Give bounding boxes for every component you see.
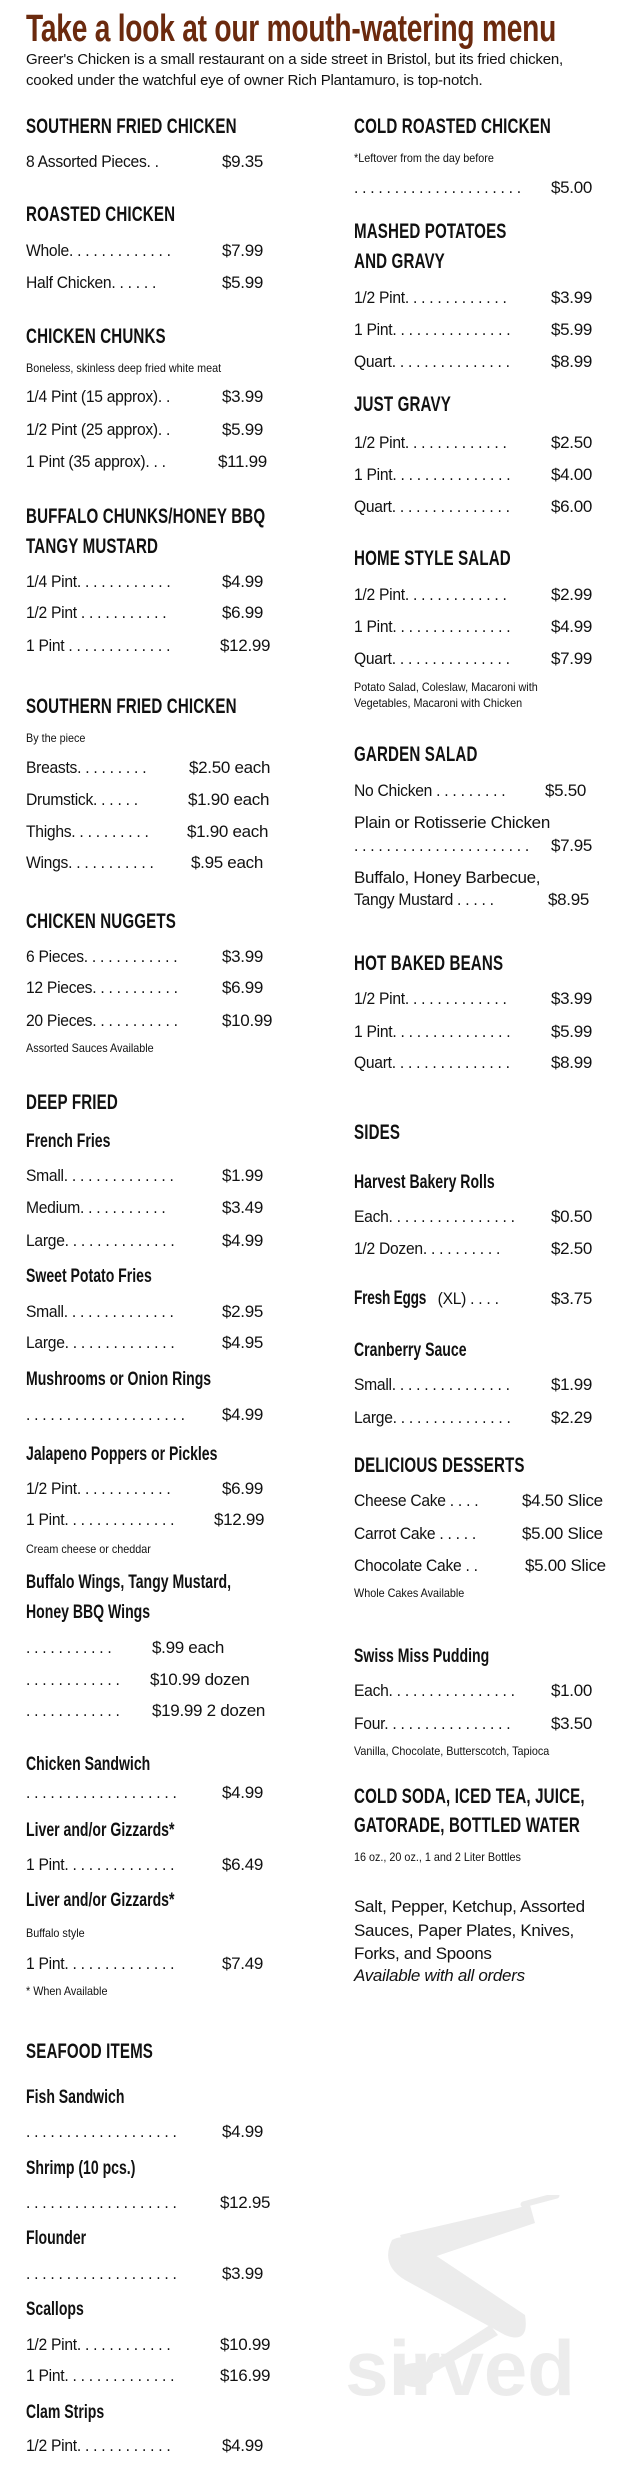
menu-item-label: . . . . . . . . . . . bbox=[26, 1638, 112, 1657]
menu-item-label: Small. . . . . . . . . . . . . . bbox=[26, 1302, 174, 1321]
item-heading: Liver and/or Gizzards* bbox=[26, 1890, 175, 1911]
menu-item-label: 1/2 Pint. . . . . . . . . . . . . bbox=[354, 433, 507, 452]
section-heading: MASHED POTATOES bbox=[354, 220, 507, 243]
menu-note: By the piece bbox=[26, 731, 86, 745]
menu-item-label: 1 Pint. . . . . . . . . . . . . . bbox=[26, 1510, 175, 1529]
menu-item-price: $5.00 bbox=[551, 178, 593, 197]
menu-item-label: 1/2 Pint. . . . . . . . . . . . . bbox=[354, 585, 507, 604]
section-heading: GARDEN SALAD bbox=[354, 743, 478, 766]
menu-note: 16 oz., 20 oz., 1 and 2 Liter Bottles bbox=[354, 1850, 521, 1864]
item-heading: Chicken Sandwich bbox=[26, 1754, 151, 1775]
watermark-text: sirved bbox=[345, 2324, 575, 2405]
menu-item-price: $6.49 bbox=[222, 1855, 264, 1874]
menu-item-label: . . . . . . . . . . . . . . . . . . . bbox=[26, 2193, 177, 2212]
menu-item-price: $4.99 bbox=[222, 2436, 264, 2455]
menu-item-price: $5.99 bbox=[551, 1022, 593, 1041]
menu-item-label: 1/2 Pint. . . . . . . . . . . . bbox=[26, 1479, 171, 1498]
section-heading: TANGY MUSTARD bbox=[26, 535, 159, 558]
menu-text: Buffalo, Honey Barbecue, bbox=[354, 868, 541, 887]
menu-item-price: $3.99 bbox=[222, 947, 264, 966]
menu-item-price: $5.50 bbox=[545, 781, 587, 800]
menu-item-label: 1/2 Pint . . . . . . . . . . . bbox=[26, 603, 167, 622]
menu-item-price: $4.99 bbox=[222, 1783, 264, 1802]
menu-item-price: $10.99 dozen bbox=[150, 1670, 250, 1689]
menu-item-label: Wings. . . . . . . . . . . bbox=[26, 853, 154, 872]
menu-item-price: $0.50 bbox=[551, 1207, 593, 1226]
menu-item-name: Fresh Eggs bbox=[354, 1288, 427, 1309]
menu-item-price: $5.99 bbox=[551, 320, 593, 339]
menu-item-detail: (XL) . . . . bbox=[433, 1289, 499, 1308]
menu-item-label: Quart. . . . . . . . . . . . . . . bbox=[354, 352, 510, 371]
menu-item-label: 1 Pint . . . . . . . . . . . . . bbox=[26, 636, 171, 655]
menu-item-label: Whole. . . . . . . . . . . . . bbox=[26, 241, 171, 260]
section-heading: BUFFALO CHUNKS/HONEY BBQ bbox=[26, 505, 266, 528]
menu-item-price: $5.00 Slice bbox=[522, 1524, 603, 1543]
menu-item-price: $6.00 bbox=[551, 497, 593, 516]
menu-item-price: $7.99 bbox=[222, 241, 264, 260]
menu-item-price: $4.99 bbox=[551, 617, 593, 636]
menu-item-label: Carrot Cake . . . . . bbox=[354, 1524, 476, 1543]
menu-item-price: $1.99 bbox=[222, 1166, 264, 1185]
menu-item-price: $4.99 bbox=[222, 572, 264, 591]
menu-item-label: Thighs. . . . . . . . . . bbox=[26, 822, 149, 841]
menu-item-price: $12.95 bbox=[220, 2193, 271, 2212]
item-heading: Flounder bbox=[26, 2228, 87, 2249]
section-heading: SEAFOOD ITEMS bbox=[26, 2040, 154, 2063]
menu-item-label: Medium. . . . . . . . . . . bbox=[26, 1198, 166, 1217]
menu-item-price: $2.50 bbox=[551, 1239, 593, 1258]
menu-item-price: $10.99 bbox=[222, 1011, 273, 1030]
menu-note: Cream cheese or cheddar bbox=[26, 1542, 151, 1556]
menu-item-label: Chocolate Cake . . bbox=[354, 1556, 478, 1575]
menu-item-price: $11.99 bbox=[218, 452, 267, 471]
menu-item-price: $16.99 bbox=[220, 2366, 271, 2385]
menu-note: Vegetables, Macaroni with Chicken bbox=[354, 696, 523, 710]
menu-item-price: $2.95 bbox=[222, 1302, 264, 1321]
menu-item-label: Half Chicken. . . . . . bbox=[26, 273, 157, 292]
menu-item-price: $9.35 bbox=[222, 152, 264, 171]
item-heading: Clam Strips bbox=[26, 2402, 105, 2423]
item-heading: Fish Sandwich bbox=[26, 2087, 125, 2108]
item-heading: Harvest Bakery Rolls bbox=[354, 1172, 495, 1193]
page-title: Take a look at our mouth-watering menu bbox=[26, 8, 557, 50]
menu-item-price: $5.00 Slice bbox=[525, 1556, 606, 1575]
menu-item-label: Drumstick. . . . . . bbox=[26, 790, 138, 809]
menu-item-label: 1/2 Pint. . . . . . . . . . . . bbox=[26, 2335, 171, 2354]
item-heading: Mushrooms or Onion Rings bbox=[26, 1369, 212, 1390]
menu-item-label: 1/2 Pint. . . . . . . . . . . . . bbox=[354, 989, 507, 1008]
menu-item-label: 1/4 Pint. . . . . . . . . . . . bbox=[26, 572, 171, 591]
section-heading: COLD ROASTED CHICKEN bbox=[354, 115, 551, 138]
menu-item-price: $4.95 bbox=[222, 1333, 264, 1352]
menu-item-label: 1 Pint. . . . . . . . . . . . . . bbox=[26, 1954, 175, 1973]
menu-item-price: $2.29 bbox=[551, 1408, 593, 1427]
menu-note: * When Available bbox=[26, 1984, 108, 1998]
menu-item-label: 1/2 Pint. . . . . . . . . . . . bbox=[26, 2436, 171, 2455]
menu-item-label: Breasts. . . . . . . . . bbox=[26, 758, 147, 777]
menu-item-price: $2.50 bbox=[551, 433, 593, 452]
menu-note: Whole Cakes Available bbox=[354, 1586, 465, 1600]
menu-item-label: Quart. . . . . . . . . . . . . . . bbox=[354, 1053, 510, 1072]
section-heading: HOME STYLE SALAD bbox=[354, 547, 511, 570]
menu-item-label: 1 Pint. . . . . . . . . . . . . . bbox=[26, 2366, 175, 2385]
menu-item-label: 6 Pieces. . . . . . . . . . . . bbox=[26, 947, 178, 966]
menu-item-label: 12 Pieces. . . . . . . . . . . bbox=[26, 978, 178, 997]
section-heading: COLD SODA, ICED TEA, JUICE, bbox=[354, 1785, 585, 1808]
menu-item-price: $4.99 bbox=[222, 2122, 264, 2141]
menu-item-price: $10.99 bbox=[220, 2335, 271, 2354]
section-heading: AND GRAVY bbox=[354, 250, 445, 273]
menu-text: Forks, and Spoons bbox=[354, 1944, 492, 1963]
menu-note: Buffalo style bbox=[26, 1926, 85, 1940]
menu-item-label: Small. . . . . . . . . . . . . . bbox=[26, 1166, 174, 1185]
menu-item-price: $6.99 bbox=[222, 978, 264, 997]
menu-item-price: $2.50 each bbox=[189, 758, 271, 777]
menu-text: Plain or Rotisserie Chicken bbox=[354, 813, 550, 832]
menu-item-label: 8 Assorted Pieces. . bbox=[26, 152, 159, 171]
menu-item-label: . . . . . . . . . . . . . . . . . . . . . . bbox=[354, 836, 529, 855]
menu-item-price: $8.99 bbox=[551, 352, 593, 371]
menu-item-label: Each. . . . . . . . . . . . . . . . bbox=[354, 1681, 515, 1700]
section-heading: GATORADE, BOTTLED WATER bbox=[354, 1814, 580, 1837]
menu-item-label: Large. . . . . . . . . . . . . . bbox=[26, 1333, 175, 1352]
section-heading: SOUTHERN FRIED CHICKEN bbox=[26, 115, 237, 138]
menu-note: Boneless, skinless deep fried white meat bbox=[26, 361, 222, 375]
menu-item-label: 1 Pint. . . . . . . . . . . . . . . bbox=[354, 320, 511, 339]
menu-item-price: $4.99 bbox=[222, 1405, 264, 1424]
menu-item-price: $19.99 2 dozen bbox=[152, 1701, 266, 1720]
menu-item-price: $3.99 bbox=[551, 288, 593, 307]
item-heading: Sweet Potato Fries bbox=[26, 1266, 152, 1287]
menu-item-label: Tangy Mustard . . . . . bbox=[354, 890, 494, 909]
menu-item-price: $.99 each bbox=[152, 1638, 224, 1657]
menu-item-price: $12.99 bbox=[220, 636, 271, 655]
item-heading: Scallops bbox=[26, 2299, 84, 2320]
section-heading: SOUTHERN FRIED CHICKEN bbox=[26, 695, 237, 718]
menu-item-label: No Chicken . . . . . . . . . bbox=[354, 781, 506, 800]
item-heading: Jalapeno Poppers or Pickles bbox=[26, 1444, 218, 1465]
menu-item-label: 1/2 Dozen. . . . . . . . . . bbox=[354, 1239, 501, 1258]
item-heading: Honey BBQ Wings bbox=[26, 1602, 151, 1623]
menu-item-price: $2.99 bbox=[551, 585, 593, 604]
menu-item-label: Small. . . . . . . . . . . . . . . bbox=[354, 1375, 510, 1394]
menu-item-price: $3.50 bbox=[551, 1714, 593, 1733]
menu-note: Vanilla, Chocolate, Butterscotch, Tapioca bbox=[354, 1744, 550, 1758]
menu-item-label: Quart. . . . . . . . . . . . . . . bbox=[354, 649, 510, 668]
menu-item-label: 20 Pieces. . . . . . . . . . . bbox=[26, 1011, 178, 1030]
item-heading: Shrimp (10 pcs.) bbox=[26, 2158, 136, 2179]
menu-item-price: $1.99 bbox=[551, 1375, 593, 1394]
menu-item-label: Quart. . . . . . . . . . . . . . . bbox=[354, 497, 510, 516]
section-heading: SIDES bbox=[354, 1121, 401, 1144]
menu-item-price: $4.00 bbox=[551, 465, 593, 484]
menu-text: Salt, Pepper, Ketchup, Assorted bbox=[354, 1897, 585, 1916]
menu-item-price: $8.99 bbox=[551, 1053, 593, 1072]
menu-item-label: . . . . . . . . . . . . . . . . . . . . . bbox=[354, 178, 521, 197]
menu-item-label: Cheese Cake . . . . bbox=[354, 1491, 479, 1510]
menu-item-price: $3.49 bbox=[222, 1198, 264, 1217]
menu-item-label: . . . . . . . . . . . . . . . . . . . bbox=[26, 2264, 177, 2283]
menu-item-label: 1/2 Pint. . . . . . . . . . . . . bbox=[354, 288, 507, 307]
menu-item-label: 1 Pint. . . . . . . . . . . . . . . bbox=[354, 617, 511, 636]
menu-item-label: Each. . . . . . . . . . . . . . . . bbox=[354, 1207, 515, 1226]
menu-item-price: $3.99 bbox=[222, 387, 264, 406]
menu-item-label: 1 Pint. . . . . . . . . . . . . . bbox=[26, 1855, 175, 1874]
menu-text: Sauces, Paper Plates, Knives, bbox=[354, 1921, 574, 1940]
menu-item-label: Four. . . . . . . . . . . . . . . . bbox=[354, 1714, 511, 1733]
menu-note: *Leftover from the day before bbox=[354, 151, 494, 165]
menu-item-label: . . . . . . . . . . . . bbox=[26, 1670, 120, 1689]
item-heading: French Fries bbox=[26, 1131, 111, 1152]
menu-item-price: $7.99 bbox=[551, 649, 593, 668]
menu-item-price: $1.90 each bbox=[188, 790, 270, 809]
menu-item-label: . . . . . . . . . . . . . . . . . . . bbox=[26, 1783, 177, 1802]
menu-item-price: $3.99 bbox=[551, 989, 593, 1008]
menu-note: Assorted Sauces Available bbox=[26, 1041, 154, 1055]
menu-note: Potato Salad, Coleslaw, Macaroni with bbox=[354, 680, 538, 694]
menu-item-price: $7.49 bbox=[222, 1954, 264, 1973]
menu-item-price: $4.50 Slice bbox=[522, 1491, 603, 1510]
menu-item-label bbox=[354, 1287, 499, 1311]
menu-item-label: . . . . . . . . . . . . . . . . . . . . bbox=[26, 1405, 185, 1424]
section-heading: DEEP FRIED bbox=[26, 1091, 118, 1114]
menu-item-label: Large. . . . . . . . . . . . . . . bbox=[354, 1408, 511, 1427]
sirved-watermark bbox=[330, 2195, 590, 2405]
intro-text-line-1: Greer's Chicken is a small restaurant on a side street in Bristol, but its fried chicken, bbox=[26, 51, 563, 68]
menu-item-price: $1.00 bbox=[551, 1681, 593, 1700]
menu-item-price: $6.99 bbox=[222, 1479, 264, 1498]
menu-item-label: . . . . . . . . . . . . bbox=[26, 1701, 120, 1720]
menu-item-label: 1 Pint (35 approx). . . bbox=[26, 452, 166, 471]
menu-item-price: $3.75 bbox=[551, 1289, 593, 1308]
item-heading: Cranberry Sauce bbox=[354, 1340, 467, 1361]
menu-item-label: 1/4 Pint (15 approx). . bbox=[26, 387, 171, 406]
menu-item-price: $7.95 bbox=[551, 836, 593, 855]
menu-item-price: $4.99 bbox=[222, 1231, 264, 1250]
section-heading: ROASTED CHICKEN bbox=[26, 203, 176, 226]
menu-item-price: $1.90 each bbox=[187, 822, 269, 841]
menu-item-price: $5.99 bbox=[222, 273, 264, 292]
item-heading: Buffalo Wings, Tangy Mustard, bbox=[26, 1572, 232, 1593]
menu-text-italic: Available with all orders bbox=[354, 1966, 525, 1985]
section-heading: CHICKEN NUGGETS bbox=[26, 910, 177, 933]
menu-item-label: 1 Pint. . . . . . . . . . . . . . . bbox=[354, 465, 511, 484]
item-heading: Liver and/or Gizzards* bbox=[26, 1820, 175, 1841]
menu-item-price: $.95 each bbox=[191, 853, 263, 872]
menu-item-label: Large. . . . . . . . . . . . . . bbox=[26, 1231, 175, 1250]
menu-item-label: . . . . . . . . . . . . . . . . . . . bbox=[26, 2122, 177, 2141]
section-heading: CHICKEN CHUNKS bbox=[26, 325, 166, 348]
menu-item-price: $12.99 bbox=[214, 1510, 265, 1529]
menu-item-price: $5.99 bbox=[222, 420, 264, 439]
intro-text-line-2: cooked under the watchful eye of owner Rich Plantamuro, is top-notch. bbox=[26, 72, 483, 89]
section-heading: HOT BAKED BEANS bbox=[354, 952, 504, 975]
menu-item-price: $6.99 bbox=[222, 603, 264, 622]
menu-item-price: $8.95 bbox=[548, 890, 590, 909]
menu-item-label: 1 Pint. . . . . . . . . . . . . . . bbox=[354, 1022, 511, 1041]
item-heading: Swiss Miss Pudding bbox=[354, 1646, 490, 1667]
menu-item-label: 1/2 Pint (25 approx). . bbox=[26, 420, 171, 439]
section-heading: DELICIOUS DESSERTS bbox=[354, 1454, 525, 1477]
section-heading: JUST GRAVY bbox=[354, 393, 451, 416]
menu-item-price: $3.99 bbox=[222, 2264, 264, 2283]
